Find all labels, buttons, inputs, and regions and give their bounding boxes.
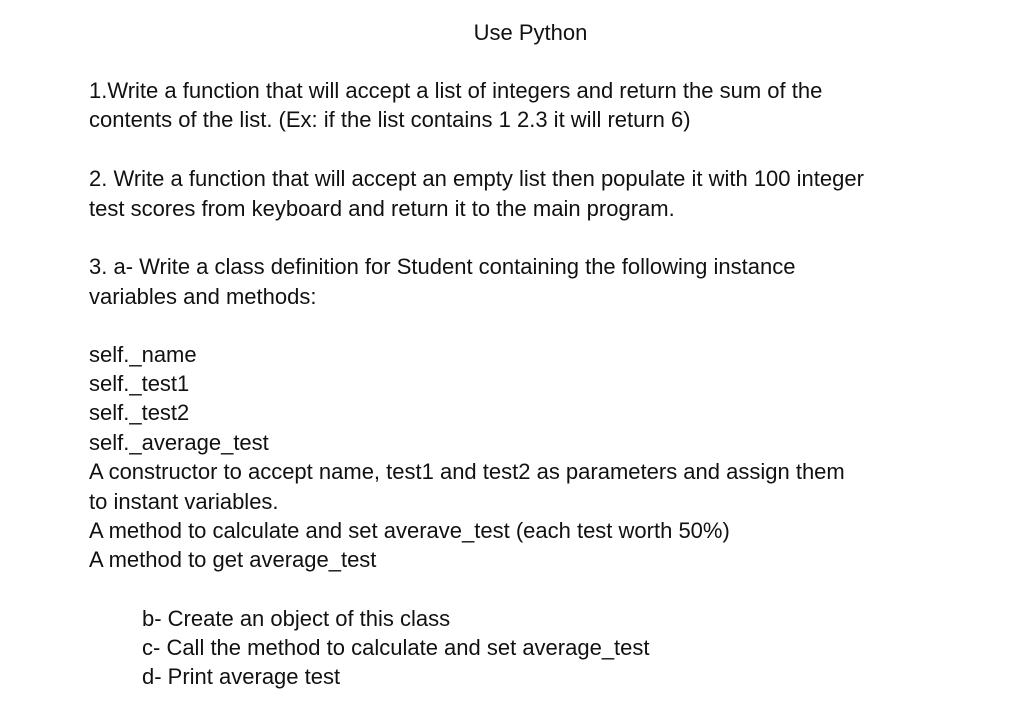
page-title: Use Python	[473, 20, 588, 45]
instance-variable: self._average_test	[89, 430, 269, 455]
instance-variable: self._name	[89, 342, 197, 367]
question-3-line-2: variables and methods:	[89, 284, 317, 309]
question-2-line-1: 2. Write a function that will accept an empty list then populate it with 100 integer	[89, 166, 864, 191]
method-calculate-line: A method to calculate and set averave_test (each test worth 50%)	[89, 518, 730, 543]
sub-question-c: c- Call the method to calculate and set average_test	[142, 635, 650, 660]
sub-question-d: d- Print average test	[142, 664, 341, 689]
constructor-line-2: to instant variables.	[89, 489, 279, 514]
question-2-line-2: test scores from keyboard and return it to the main program.	[89, 196, 675, 221]
question-1-line-1: 1.Write a function that will accept a list of integers and return the sum of the	[89, 78, 823, 103]
instance-variable: self._test2	[89, 400, 190, 425]
question-1-line-2: contents of the list. (Ex: if the list contains 1 2.3 it will return 6)	[89, 107, 691, 132]
constructor-line-1: A constructor to accept name, test1 and test2 as parameters and assign them	[89, 459, 845, 484]
question-3-line-1: 3. a- Write a class definition for Student containing the following instance	[89, 254, 796, 279]
sub-question-b: b- Create an object of this class	[142, 606, 451, 631]
method-get-line: A method to get average_test	[89, 547, 377, 572]
instance-variable: self._test1	[89, 371, 190, 396]
